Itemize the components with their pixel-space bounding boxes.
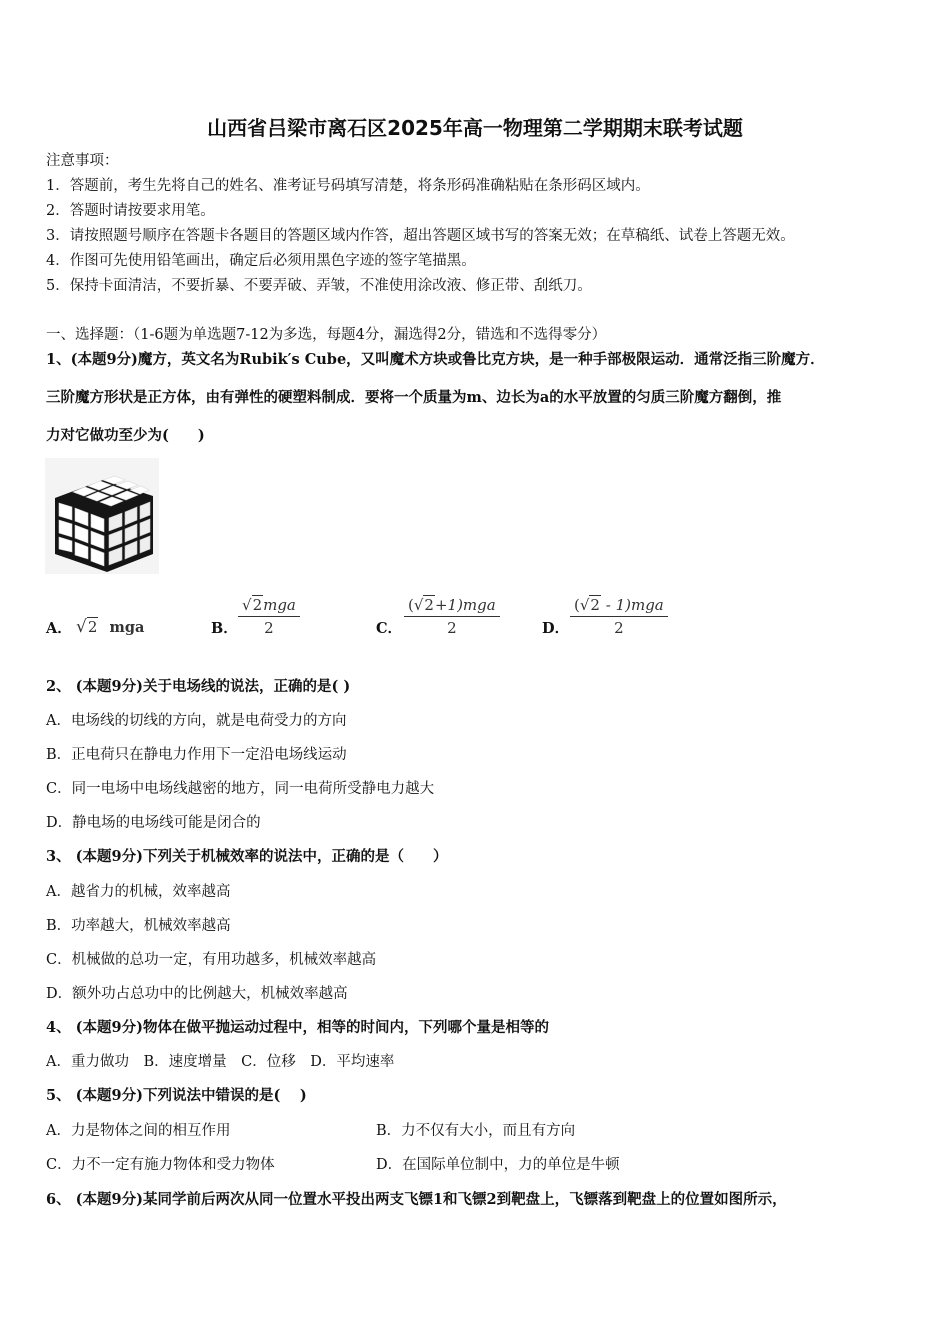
question-5-stem: 5、 (本题9分)下列说法中错误的是( ) bbox=[46, 1087, 307, 1104]
sqrt-sign: √ bbox=[242, 596, 252, 614]
question-4-options: A．重力做功 B．速度增量 C．位移 D．平均速率 bbox=[46, 1054, 395, 1070]
paren: ( bbox=[408, 596, 414, 614]
option-a-tail: mga bbox=[109, 619, 145, 636]
sqrt-sign: √ bbox=[76, 617, 87, 637]
option-c-formula bbox=[404, 596, 500, 637]
option-a-label: A． bbox=[46, 620, 72, 637]
question-3-option: A．越省力的机械，效率越高 bbox=[46, 884, 231, 900]
question-1-stem-cont: 力对它做功至少为( ) bbox=[46, 427, 205, 444]
rubiks-cube-image bbox=[45, 458, 159, 574]
denominator: 2 bbox=[614, 619, 624, 637]
question-1-stem-cont: 三阶魔方形状是正方体，由有弹性的硬塑料制成．要将一个质量为m、边长为a的水平放置的匀质三阶魔方翻倒，推 bbox=[46, 389, 782, 406]
question-2-option: A．电场线的切线的方向，就是电荷受力的方向 bbox=[46, 713, 347, 729]
notice-item: 1．答题前，考生先将自己的姓名、准考证号码填写清楚，将条形码准确粘贴在条形码区域内。 bbox=[46, 178, 650, 194]
denominator: 2 bbox=[264, 619, 274, 637]
question-6-stem: 6、 (本题9分)某同学前后两次从同一位置水平投出两支飞镖1和飞镖2到靶盘上，飞镖落到靶盘上的位置如图所示， bbox=[46, 1191, 787, 1208]
option-b-formula bbox=[238, 596, 300, 637]
question-5-option: B．力不仅有大小，而且有方向 bbox=[376, 1123, 576, 1139]
denominator: 2 bbox=[447, 619, 457, 637]
question-1-stem: 1、(本题9分)魔方，英文名为Rubik′s Cube，又叫魔术方块或鲁比克方块，是一种手部极限运动．通常泛指三阶魔方． bbox=[46, 351, 825, 368]
question-4-stem: 4、 (本题9分)物体在做平抛运动过程中，相等的时间内，下列哪个量是相等的 bbox=[46, 1019, 549, 1036]
question-5-option: C．力不一定有施力物体和受力物体 bbox=[46, 1157, 275, 1173]
question-3-stem: 3、 (本题9分)下列关于机械效率的说法中，正确的是（ ） bbox=[46, 848, 448, 865]
option-d-label: D． bbox=[542, 620, 570, 637]
option-d-formula bbox=[570, 596, 668, 637]
numerator-tail: - 1)mga bbox=[600, 596, 664, 614]
option-b-label: B． bbox=[211, 620, 238, 637]
radicand: 2 bbox=[424, 596, 434, 614]
notice-heading: 注意事项： bbox=[46, 153, 119, 169]
question-3-option: C．机械做的总功一定，有用功越多，机械效率越高 bbox=[46, 952, 377, 968]
question-2-stem: 2、 (本题9分)关于电场线的说法，正确的是( ) bbox=[46, 678, 351, 695]
section-heading: 一、选择题：（1-6题为单选题7-12为多选，每题4分，漏选得2分，错选和不选得零分） bbox=[46, 327, 607, 343]
question-5-option: D．在国际单位制中，力的单位是牛顿 bbox=[376, 1157, 620, 1173]
paren: ( bbox=[574, 596, 580, 614]
question-2-option: D．静电场的电场线可能是闭合的 bbox=[46, 815, 261, 831]
question-3-option: B．功率越大，机械效率越高 bbox=[46, 918, 231, 934]
radicand: 2 bbox=[87, 618, 98, 636]
question-2-option: B．正电荷只在静电力作用下一定沿电场线运动 bbox=[46, 747, 347, 763]
notice-item: 5．保持卡面清洁，不要折暴、不要弄破、弄皱，不准使用涂改液、修正带、刮纸刀。 bbox=[46, 278, 592, 294]
numerator-tail: +1)mga bbox=[434, 596, 496, 614]
option-a-formula bbox=[76, 617, 144, 637]
option-c-label: C． bbox=[376, 620, 403, 637]
notice-item: 3．请按照题号顺序在答题卡各题目的答题区域内作答，超出答题区域书写的答案无效；在草稿纸、试卷上答题无效。 bbox=[46, 228, 795, 244]
sqrt-sign: √ bbox=[579, 596, 590, 614]
notice-item: 4．作图可先使用铅笔画出，确定后必须用黑色字迹的签字笔描黑。 bbox=[46, 253, 476, 269]
question-5-option: A．力是物体之间的相互作用 bbox=[46, 1123, 231, 1139]
sqrt-sign: √ bbox=[413, 596, 424, 614]
numerator-tail: mga bbox=[263, 596, 296, 614]
page-title: 山西省吕梁市离石区2025年高一物理第二学期期末联考试题 bbox=[207, 116, 743, 140]
radicand: 2 bbox=[252, 596, 263, 614]
question-3-option: D．额外功占总功中的比例越大，机械效率越高 bbox=[46, 986, 348, 1002]
question-2-option: C．同一电场中电场线越密的地方，同一电荷所受静电力越大 bbox=[46, 781, 435, 797]
notice-item: 2．答题时请按要求用笔。 bbox=[46, 203, 215, 219]
radicand: 2 bbox=[590, 596, 600, 614]
